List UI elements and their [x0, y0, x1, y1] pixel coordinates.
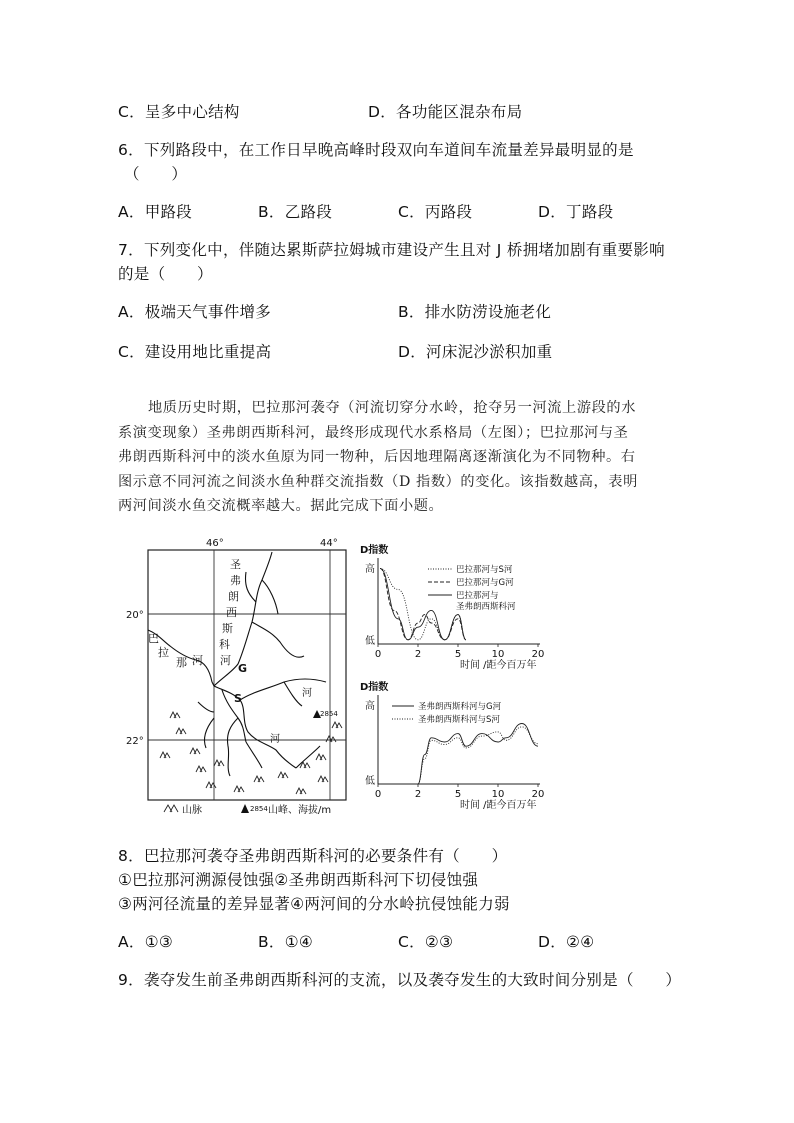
mountain-icon	[316, 754, 326, 760]
chart1-xtick-label: 10	[491, 649, 505, 660]
chart1-series-line-2	[380, 568, 466, 639]
passage-line: 系演变现象）圣弗朗西斯科河，最终形成现代水系格局（左图）；巴拉那河与圣	[118, 424, 629, 441]
chart2-legend-s: 圣弗朗西斯科河与S河	[418, 715, 500, 725]
label-char: 朗	[228, 590, 239, 603]
sf-tributary-1	[262, 580, 278, 614]
q7-option-c: C．建设用地比重提高	[118, 343, 272, 361]
chart1-xlabel: 时间 /距今百万年	[460, 660, 537, 671]
mountain-icon	[332, 722, 342, 728]
q6-option-d: D．丁路段	[538, 203, 614, 221]
mountain-icon	[190, 748, 200, 754]
label-char: 拉	[158, 646, 169, 659]
sao-francisco-label	[219, 558, 241, 667]
lat-label-22: 22°	[126, 736, 144, 747]
label-char: 那	[176, 656, 187, 669]
mountain-icon	[170, 712, 180, 718]
river-label-s: 河	[270, 734, 280, 745]
tributary-west-2	[204, 718, 214, 748]
chart2-series	[418, 724, 538, 785]
chart1-series	[380, 568, 466, 639]
s-tributary-1	[227, 718, 238, 776]
tributary-west	[198, 702, 214, 712]
label-char: 河	[192, 654, 203, 667]
q8-statements-2: ③两河径流量的差异显著④两河间的分水岭抗侵蚀能力弱	[118, 895, 510, 913]
chart1-xtick-label: 5	[454, 649, 462, 660]
chart1-series-line-1	[380, 568, 466, 639]
chart2-legend	[392, 701, 502, 725]
peak-legend-icon	[241, 804, 249, 813]
q8-option-d: D．②④	[538, 933, 595, 951]
chart2-xtick-label: 10	[491, 789, 505, 800]
q7-stem: 7．下列变化中，伴随达累斯萨拉姆城市建设产生且对 J 桥拥堵加剧有重要影响	[118, 241, 665, 259]
mountain-icon	[206, 782, 216, 788]
q8-option-c: C．②③	[398, 933, 454, 951]
figure	[0, 532, 794, 832]
mountain-icon	[234, 786, 244, 792]
sf-tributary-2	[245, 572, 256, 602]
chart2-ytick-high: 高	[365, 701, 375, 712]
chart2-xtick-label: 2	[414, 789, 422, 800]
chart2-xlabel: 时间 /距今百万年	[460, 800, 537, 811]
lon-label-44: 44°	[320, 538, 338, 549]
passage-line: 地质历史时期，巴拉那河袭夺（河流切穿分水岭，抢夺另一河流上游段的水	[148, 400, 636, 416]
chart2-ylabel: D指数	[360, 682, 389, 693]
s-tributary-2	[246, 742, 262, 768]
passage-line: 图示意不同河流之间淡水鱼种群交流指数（D 指数）的变化。该指数越高，表明	[118, 473, 638, 490]
q8-statements-1: ①巴拉那河溯源侵蚀强②圣弗朗西斯科河下切侵蚀强	[118, 871, 479, 889]
chart2-xtick-label: 5	[454, 789, 462, 800]
chart1-ticks	[375, 644, 545, 660]
mountain-icon	[254, 776, 264, 782]
q6-stem: 6．下列路段中，在工作日早晚高峰时段双向车道间车流量差异最明显的是	[118, 141, 634, 159]
mountain-icon	[176, 728, 186, 734]
chart1-ytick-low: 低	[365, 636, 375, 647]
chart1-xtick-label: 2	[414, 649, 422, 660]
mountain-icon	[214, 760, 224, 766]
map	[126, 538, 346, 816]
label-g: G	[238, 662, 248, 675]
chart2-legend-g: 圣弗朗西斯科河与G河	[418, 702, 502, 712]
q8-option-b: B．①④	[258, 933, 314, 951]
legend-mountain-label: 山脉	[182, 805, 202, 816]
chart1-legend-g: 巴拉那河与G河	[456, 578, 514, 588]
q6-option-c: C．丙路段	[398, 203, 473, 221]
chart2-xtick-label: 20	[531, 789, 545, 800]
chart2-series-line-1	[418, 724, 538, 785]
q7-option-d: D．河床泥沙淤积加重	[398, 343, 553, 361]
chart1-xtick-label: 0	[374, 649, 382, 660]
sf-tributary-3	[252, 622, 304, 657]
lat-label-20: 20°	[126, 610, 144, 621]
label-s: S	[234, 692, 242, 705]
q6-option-b: B．乙路段	[258, 203, 333, 221]
label-char: 斯	[222, 622, 233, 635]
chart-top	[360, 543, 544, 671]
chart-bottom	[360, 680, 544, 811]
mountain-symbols	[160, 712, 342, 794]
chart1-series-line-3	[380, 568, 466, 639]
mountain-legend-icon	[164, 805, 178, 812]
mountain-icon	[160, 752, 170, 758]
label-char: 圣	[230, 558, 241, 571]
lon-label-46: 46°	[206, 538, 224, 549]
mountain-icon	[296, 788, 306, 794]
passage-line: 弗朗西斯科河中的淡水鱼原为同一物种，后因地理隔离逐渐演化为不同物种。右	[118, 449, 636, 465]
chart1-xtick-label: 20	[531, 649, 545, 660]
label-char: 弗	[230, 574, 241, 587]
chart1-ylabel: D指数	[360, 545, 389, 556]
mountain-icon	[196, 766, 206, 772]
chart2-ytick-low: 低	[365, 776, 375, 787]
chart1-legend	[428, 564, 516, 612]
label-char: 河	[220, 654, 231, 667]
mountain-icon	[326, 736, 336, 742]
passage	[118, 396, 678, 519]
chart1-ytick-high: 高	[365, 564, 375, 575]
passage-line: 两河间淡水鱼交流概率越大。据此完成下面小题。	[118, 498, 444, 514]
label-char: 西	[226, 606, 237, 619]
chart1-legend-sf2: 圣弗朗西斯科河	[456, 602, 516, 612]
label-char: 巴	[148, 632, 159, 645]
q7-option-a: A．极端天气事件增多	[118, 303, 272, 321]
peak-value: 2854	[320, 710, 338, 718]
q5-option-c: C．呈多中心结构	[118, 103, 240, 121]
mountain-icon	[278, 772, 288, 778]
legend-peak-label: 山峰、海拔/m	[268, 805, 332, 816]
mountain-icon	[318, 776, 328, 782]
g-tributary	[284, 682, 302, 706]
q6-option-a: A．甲路段	[118, 203, 193, 221]
chart1-legend-s: 巴拉那河与S河	[456, 565, 513, 575]
q6-stem-bracket: （ ）	[124, 165, 188, 183]
q5-option-d: D．各功能区混杂布局	[368, 103, 523, 121]
chart2-xtick-label: 0	[374, 789, 382, 800]
g-river	[240, 679, 326, 700]
label-char: 科	[219, 638, 230, 651]
chart1-legend-sf1: 巴拉那河与	[456, 591, 499, 601]
q7-stem-line2: 的是（ ）	[118, 265, 213, 283]
chart2-ticks	[375, 784, 545, 800]
q8-option-a: A．①③	[118, 933, 174, 951]
legend-peak-value: 2854	[250, 805, 268, 813]
q8-stem: 8．巴拉那河袭夺圣弗朗西斯科河的必要条件有（ ）	[118, 847, 508, 865]
q9-stem: 9．袭夺发生前圣弗朗西斯科河的支流，以及袭夺发生的大致时间分别是（ ）	[118, 971, 682, 989]
q7-option-b: B．排水防涝设施老化	[398, 303, 552, 321]
river-label-g: 河	[302, 688, 312, 699]
